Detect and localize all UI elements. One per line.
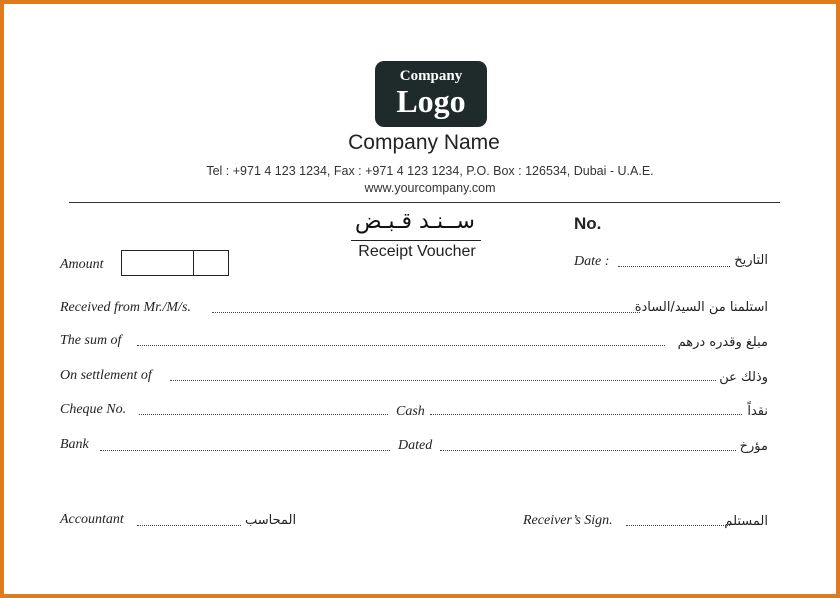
receiver-sign-field[interactable] [626,525,730,526]
accountant-field[interactable] [137,525,241,526]
company-logo [375,61,487,127]
title-underline [351,240,481,241]
date-label: Date : [574,254,610,269]
accountant-label: Accountant [60,512,124,527]
receiver-sign-label-arabic: المستلم [724,514,768,529]
dated-field[interactable] [440,450,736,451]
company-name: Company Name [348,131,500,154]
settlement-label-arabic: وذلك عن [719,370,768,385]
dated-label-arabic: مؤرخ [739,439,768,454]
accountant-label-arabic: المحاسب [245,513,297,528]
received-from-label: Received from Mr./M/s. [60,300,191,315]
amount-box-divider [193,251,194,275]
title-arabic: ســنـد قـبـض [355,209,475,234]
cheque-label: Cheque No. [60,402,127,417]
bank-label: Bank [60,437,89,452]
received-from-field[interactable] [212,312,640,313]
sum-of-label-arabic: مبلغ وقدره درهم [677,335,768,350]
dated-label: Dated [398,438,433,453]
voucher-number-label: No. [574,214,602,233]
contact-line: Tel : +971 4 123 1234, Fax : +971 4 123 1234, P.O. Box : 126534, Dubai - U.A.E. [206,164,654,178]
logo-line1: Company [399,68,463,84]
header-divider [69,202,780,203]
date-field[interactable] [618,266,730,267]
received-from-label-arabic: استلمنا من السيد/السادة [634,300,768,315]
cheque-field[interactable] [139,414,388,415]
logo-line2: Logo [396,83,466,119]
title-english: Receipt Voucher [358,243,476,260]
settlement-field[interactable] [170,380,716,381]
cash-label-arabic: نقداً [747,404,768,419]
receiver-sign-label: Receiver’s Sign. [523,513,613,528]
bank-field[interactable] [100,450,390,451]
amount-box[interactable] [121,250,229,276]
cash-label: Cash [396,404,425,419]
settlement-label: On settlement of [60,368,152,383]
sum-of-label: The sum of [60,333,122,348]
sum-of-field[interactable] [137,345,665,346]
amount-label: Amount [60,257,104,272]
website: www.yourcompany.com [364,181,496,195]
cash-field[interactable] [430,414,742,415]
date-label-arabic: التاريخ [734,253,768,268]
